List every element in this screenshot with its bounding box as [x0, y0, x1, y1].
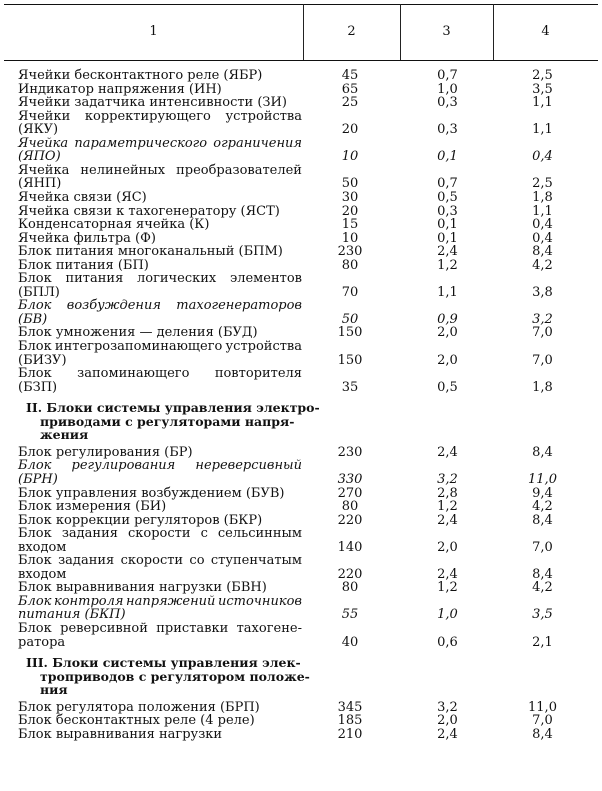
row-label-line: Блок задания скорости со ступенчатым [18, 553, 302, 569]
section-heading-line: жения [40, 427, 89, 443]
value-col-2: 80 [341, 499, 359, 515]
value-col-3: 0,7 [437, 176, 458, 192]
value-col-3: 2,4 [437, 244, 458, 260]
value-col-3: 2,0 [437, 352, 458, 368]
value-col-4: 3,5 [532, 81, 553, 97]
value-col-2: 150 [337, 325, 363, 341]
value-col-3: 2,0 [437, 713, 458, 729]
section-heading-line: III. Блоки системы управления элек- [26, 655, 301, 671]
value-col-2: 20 [341, 122, 359, 138]
header-col-4: 4 [541, 24, 550, 39]
value-col-2: 55 [341, 607, 359, 623]
value-col-2: 30 [341, 189, 359, 205]
value-col-3: 2,0 [437, 539, 458, 555]
value-col-3: 0,1 [437, 149, 458, 165]
value-col-3: 0,3 [437, 95, 458, 111]
value-col-4: 3,5 [532, 607, 553, 623]
value-col-3: 1,1 [437, 284, 458, 300]
value-col-3: 0,6 [437, 634, 458, 650]
row-label-line: Блок контроля напряжений источников [18, 593, 302, 609]
top-rule [4, 4, 598, 5]
value-col-4: 2,1 [532, 634, 553, 650]
row-label-line: Блок умножения — деления (БУД) [18, 325, 258, 341]
row-label-line: входом [18, 539, 67, 555]
row-label-line: Блок управления возбуждением (БУВ) [18, 485, 285, 501]
value-col-2: 210 [337, 726, 363, 742]
value-col-3: 1,2 [437, 257, 458, 273]
value-col-3: 0,7 [437, 68, 458, 83]
value-col-4: 4,2 [532, 499, 553, 515]
value-col-2: 15 [341, 217, 359, 233]
row-label-line: (БВ) [18, 311, 48, 327]
row-label-line: Блок интегрозапоминающего устройства [18, 339, 302, 354]
value-col-2: 20 [341, 203, 359, 219]
value-col-2: 345 [337, 699, 363, 715]
value-col-2: 330 [337, 471, 363, 487]
row-label-line: (БЗП) [18, 379, 58, 395]
value-col-3: 2,4 [437, 444, 458, 460]
row-label-line: (БРН) [18, 471, 58, 487]
section-heading-line: II. Блоки системы управления электро- [26, 400, 320, 416]
row-label-line: Ячейка нелинейных преобразователей [18, 162, 302, 178]
value-col-4: 1,8 [532, 189, 553, 205]
value-col-3: 3,2 [437, 699, 458, 715]
section-heading-line: приводами с регуляторами напря- [40, 413, 295, 429]
value-col-2: 40 [341, 634, 359, 650]
row-label-line: Блок коррекции регуляторов (БКР) [18, 512, 263, 528]
row-label-line: Ячейка связи (ЯС) [18, 189, 147, 205]
value-col-3: 2,0 [437, 325, 458, 341]
value-col-3: 2,4 [437, 512, 458, 528]
value-col-4: 3,2 [532, 311, 553, 327]
value-col-2: 50 [341, 311, 359, 327]
value-col-4: 4,2 [532, 580, 553, 596]
row-label-line: Блок питания (БП) [18, 257, 149, 273]
row-label-line: Ячейки задатчика интенсивности (ЗИ) [18, 95, 287, 111]
value-col-2: 220 [337, 566, 363, 582]
value-col-4: 11,0 [528, 699, 557, 715]
value-col-2: 80 [341, 580, 359, 596]
row-label-line: Блок питания многоканальный (БПМ) [18, 244, 283, 260]
row-label-line: Ячейка фильтра (Ф) [18, 230, 156, 246]
header-col-1: 1 [149, 24, 158, 39]
row-label-line: Блок запоминающего повторителя [18, 366, 302, 382]
value-col-4: 8,4 [532, 444, 553, 460]
row-label-line: Блок регулирования нереверсивный [18, 458, 302, 474]
value-col-4: 8,4 [532, 726, 553, 742]
value-col-4: 7,0 [532, 539, 553, 555]
row-label-line: Конденсаторная ячейка (К) [18, 217, 210, 233]
value-col-2: 50 [341, 176, 359, 192]
value-col-3: 0,5 [437, 379, 458, 395]
value-col-3: 0,1 [437, 217, 458, 233]
value-col-4: 1,1 [532, 95, 553, 111]
value-col-3: 1,0 [437, 607, 458, 623]
value-col-2: 150 [337, 352, 363, 368]
row-label-line: (БИЗУ) [18, 352, 67, 368]
value-col-4: 3,8 [532, 284, 553, 300]
header-col-2: 2 [347, 24, 356, 39]
value-col-3: 0,5 [437, 189, 458, 205]
value-col-4: 1,1 [532, 203, 553, 219]
value-col-2: 270 [337, 485, 363, 501]
value-col-4: 7,0 [532, 352, 553, 368]
header-rule [4, 60, 598, 61]
header-col-3: 3 [442, 24, 451, 39]
value-col-4: 8,4 [532, 566, 553, 582]
row-label-line: Блок бесконтактных реле (4 реле) [18, 713, 255, 729]
value-col-4: 7,0 [532, 325, 553, 341]
row-label-line: Ячейка связи к тахогенератору (ЯСТ) [18, 203, 280, 219]
value-col-3: 0,3 [437, 122, 458, 138]
value-col-2: 70 [341, 284, 359, 300]
value-col-3: 0,9 [437, 311, 458, 327]
row-label-line: Блок задания скорости с сельсинным [18, 526, 302, 542]
row-label-line: Ячейки бесконтактного реле (ЯБР) [18, 68, 263, 83]
row-label-line: Индикатор напряжения (ИН) [18, 81, 222, 97]
value-col-2: 25 [341, 95, 359, 111]
value-col-4: 11,0 [528, 471, 557, 487]
value-col-4: 4,2 [532, 257, 553, 273]
value-col-3: 2,8 [437, 485, 458, 501]
row-label-line: Ячейки корректирующего устройства [18, 108, 302, 124]
value-col-4: 2,5 [532, 176, 553, 192]
value-col-2: 185 [337, 713, 363, 729]
row-label-line: входом [18, 566, 67, 582]
row-label-line: (ЯНП) [18, 176, 62, 192]
row-label-line: ратора [18, 634, 66, 650]
row-label-line: Блок реверсивной приставки тахогене- [18, 621, 302, 636]
value-col-2: 220 [337, 512, 363, 528]
value-col-4: 8,4 [532, 512, 553, 528]
value-col-3: 3,2 [437, 471, 458, 487]
value-col-2: 35 [341, 379, 359, 395]
row-label-line: Ячейка параметрического ограничения [18, 135, 302, 151]
section-heading-line: ния [40, 682, 68, 698]
value-col-2: 10 [341, 149, 359, 165]
value-col-3: 1,0 [437, 81, 458, 97]
value-col-3: 0,1 [437, 230, 458, 246]
row-label-line: Блок измерения (БИ) [18, 499, 167, 515]
value-col-4: 0,4 [532, 149, 553, 165]
value-col-2: 140 [337, 539, 363, 555]
row-label-line: Блок возбуждения тахогенераторов [18, 298, 302, 314]
value-col-4: 0,4 [532, 217, 553, 233]
value-col-3: 1,2 [437, 580, 458, 596]
row-label-line: Блок регулирования (БР) [18, 444, 193, 460]
row-label-line: Блок регулятора положения (БРП) [18, 699, 260, 715]
value-col-2: 10 [341, 230, 359, 246]
value-col-3: 0,3 [437, 203, 458, 219]
value-col-2: 45 [341, 68, 359, 83]
value-col-4: 1,8 [532, 379, 553, 395]
value-col-3: 2,4 [437, 726, 458, 742]
row-label-line: Блок выравнивания нагрузки [18, 726, 223, 742]
value-col-3: 1,2 [437, 499, 458, 515]
row-label-line: (ЯПО) [18, 149, 61, 165]
row-label-line: питания (БКП) [18, 607, 126, 623]
value-col-4: 1,1 [532, 122, 553, 138]
row-label-line: Блок питания логических элементов [18, 271, 302, 287]
value-col-4: 8,4 [532, 244, 553, 260]
row-label-line: Блок выравнивания нагрузки (БВН) [18, 580, 267, 596]
value-col-2: 230 [337, 244, 363, 260]
value-col-3: 2,4 [437, 566, 458, 582]
section-heading-line: троприводов с регулятором положе- [40, 668, 310, 684]
value-col-2: 80 [341, 257, 359, 273]
value-col-4: 2,5 [532, 68, 553, 83]
value-col-4: 0,4 [532, 230, 553, 246]
row-label-line: (ЯКУ) [18, 122, 59, 138]
value-col-4: 9,4 [532, 485, 553, 501]
value-col-2: 230 [337, 444, 363, 460]
value-col-4: 7,0 [532, 713, 553, 729]
row-label-line: (БПЛ) [18, 284, 60, 300]
value-col-2: 65 [341, 81, 359, 97]
